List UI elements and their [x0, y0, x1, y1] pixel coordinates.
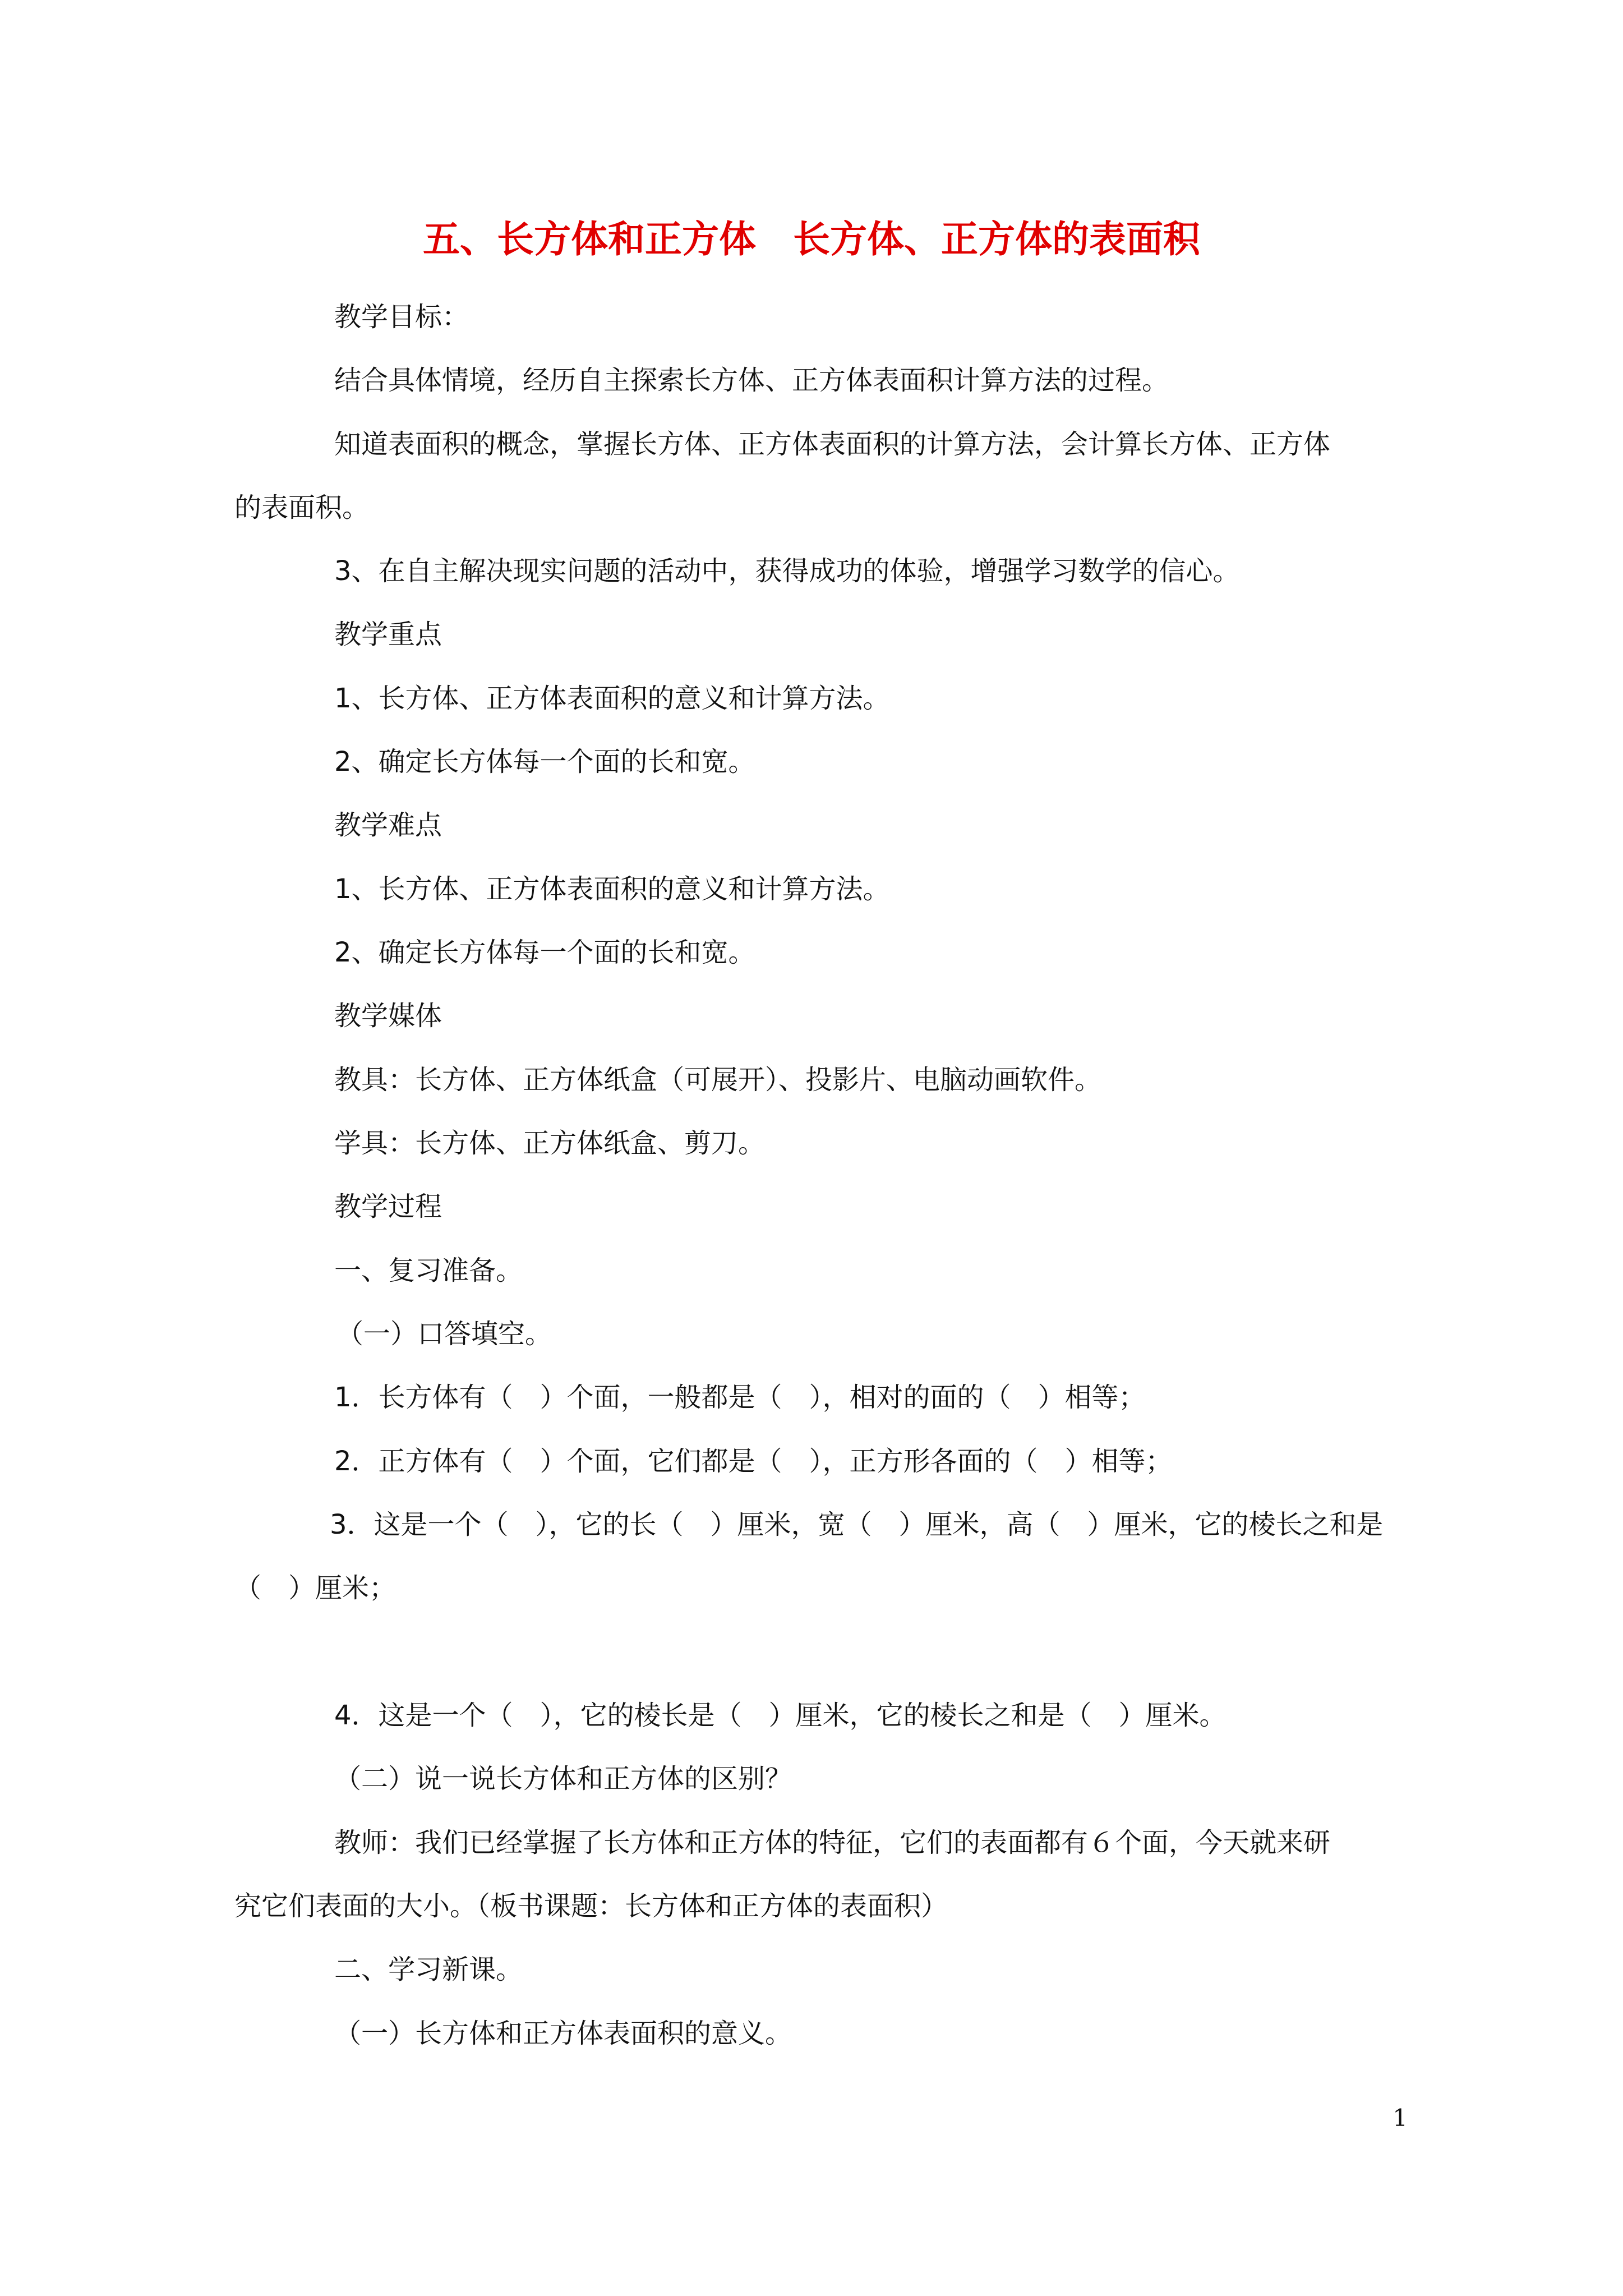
list-item: 1、长方体、正方体表面积的意义和计算方法。: [334, 873, 890, 905]
section-heading: 一、复习准备。: [334, 1255, 523, 1286]
page-number: 1: [1393, 2104, 1408, 2132]
subsection-heading: （二）说一说长方体和正方体的区别？: [334, 1763, 792, 1795]
subsection-heading: （一）长方体和正方体表面积的意义。: [334, 2018, 792, 2049]
paragraph-line: 的表面积。: [234, 492, 370, 523]
exercise-item: 4．这是一个（ ），它的棱长是（ ）厘米，它的棱长之和是（ ）厘米。: [334, 1700, 1227, 1731]
paragraph-line: 结合具体情境，经历自主探索长方体、正方体表面积计算方法的过程。: [334, 365, 1169, 396]
heading-media: 教学媒体: [334, 1000, 442, 1032]
exercise-item-cont: （ ）厘米；: [234, 1572, 396, 1604]
heading-key-points: 教学重点: [334, 619, 442, 650]
subsection-heading: （一）口答填空。: [336, 1318, 552, 1350]
paragraph-line: 教师：我们已经掌握了长方体和正方体的特征，它们的表面都有６个面，今天就来研: [334, 1827, 1331, 1858]
exercise-item: 1．长方体有（ ）个面，一般都是（ ），相对的面的（ ）相等；: [334, 1382, 1146, 1413]
paragraph-line: 3、在自主解决现实问题的活动中，获得成功的体验，增强学习数学的信心。: [334, 555, 1240, 587]
document-title: 五、长方体和正方体 长方体、正方体的表面积: [423, 217, 1200, 261]
list-item: 2、确定长方体每一个面的长和宽。: [334, 937, 755, 968]
exercise-item: 2．正方体有（ ）个面，它们都是（ ），正方形各面的（ ）相等；: [334, 1446, 1173, 1477]
paragraph-line: 教具：长方体、正方体纸盒（可展开）、投影片、电脑动画软件。: [334, 1064, 1102, 1096]
heading-objectives: 教学目标：: [334, 301, 469, 333]
paragraph-line: 究它们表面的大小。（板书课题：长方体和正方体的表面积）: [234, 1890, 948, 1922]
list-item: 1、长方体、正方体表面积的意义和计算方法。: [334, 683, 890, 714]
paragraph-line: 学具：长方体、正方体纸盒、剪刀。: [334, 1128, 766, 1159]
section-heading: 二、学习新课。: [334, 1954, 523, 1985]
heading-difficulties: 教学难点: [334, 809, 442, 841]
heading-process: 教学过程: [334, 1191, 442, 1222]
list-item: 2、确定长方体每一个面的长和宽。: [334, 746, 755, 777]
paragraph-line: 知道表面积的概念，掌握长方体、正方体表面积的计算方法，会计算长方体、正方体: [334, 429, 1331, 460]
exercise-item: 3．这是一个（ ），它的长（ ）厘米，宽（ ）厘米，高（ ）厘米，它的棱长之和是: [330, 1509, 1384, 1540]
